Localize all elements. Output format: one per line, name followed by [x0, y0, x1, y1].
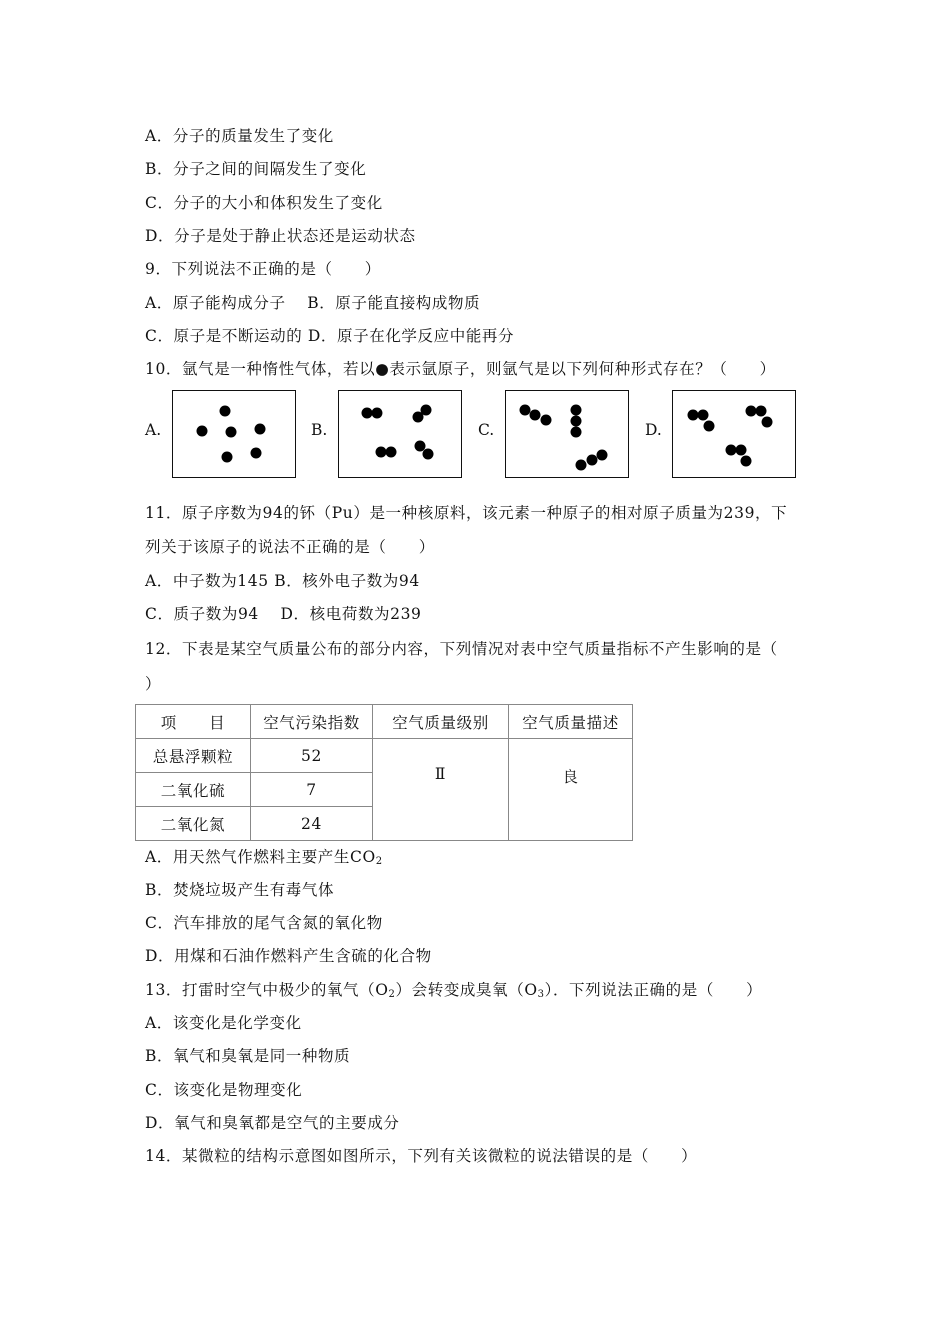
q10-box-d — [672, 390, 796, 478]
q11-stem-line2: 列关于该原子的说法不正确的是（ ） — [145, 538, 435, 556]
row-item: 二氧化氮 — [136, 807, 251, 841]
quality-description-cell: 良 — [509, 739, 633, 841]
q8-option-c: C．分子的大小和体积发生了变化 — [145, 194, 383, 212]
row-index: 52 — [251, 739, 373, 773]
q9-options-cd: C．原子是不断运动的 D．原子在化学反应中能再分 — [145, 327, 515, 345]
q11-options-cd: C．质子数为94 D．核电荷数为239 — [145, 605, 422, 623]
header-item: 项 目 — [136, 705, 251, 739]
q13-o3-subscript: 3 — [537, 989, 545, 1000]
q10-label-c: C. — [478, 421, 495, 439]
header-pollution-index: 空气污染指数 — [251, 705, 373, 739]
q13-stem — [145, 980, 762, 1005]
q13-option-b: B．氧气和臭氧是同一种物质 — [145, 1047, 351, 1065]
q12-option-d: D．用煤和石油作燃料产生含硫的化合物 — [145, 947, 432, 965]
q11-stem-line1: 11．原子序数为94的钚（Pu）是一种核原料，该元素一种原子的相对原子质量为239，下 — [145, 504, 788, 522]
triatomic-chains-diagram — [506, 391, 628, 477]
q9-options-ab: A．原子能构成分子 B．原子能直接构成物质 — [145, 294, 481, 312]
q13-option-a: A．该变化是化学变化 — [145, 1014, 302, 1032]
q9-stem: 9．下列说法不正确的是（ ） — [145, 260, 381, 278]
q12-stem-line1: 12．下表是某空气质量公布的部分内容，下列情况对表中空气质量指标不产生影响的是（ — [145, 640, 778, 658]
q12-option-a-text: A．用天然气作燃料主要产生CO — [145, 848, 376, 866]
quality-level-cell: Ⅱ — [373, 739, 509, 841]
table-header-row — [136, 705, 633, 739]
bent-triatomic-diagram — [673, 391, 795, 477]
row-index: 24 — [251, 807, 373, 841]
header-quality-level: 空气质量级别 — [373, 705, 509, 739]
air-quality-table — [135, 704, 633, 841]
q8-option-a: A．分子的质量发生了变化 — [145, 127, 334, 145]
q12-option-c: C．汽车排放的尾气含氮的氧化物 — [145, 914, 383, 932]
diatomic-pairs-diagram — [339, 391, 461, 477]
q12-option-b: B．焚烧垃圾产生有毒气体 — [145, 881, 335, 899]
q10-label-b: B. — [311, 421, 328, 439]
q13-stem-part1: 13．打雷时空气中极少的氧气（O — [145, 981, 389, 999]
q10-box-b — [338, 390, 462, 478]
row-item: 二氧化硫 — [136, 773, 251, 807]
q12-option-a — [145, 847, 383, 872]
q10-stem: 10．氩气是一种惰性气体，若以●表示氩原子，则氩气是以下列何种形式存在？（ ） — [145, 360, 776, 378]
q10-label-d: D. — [645, 421, 662, 439]
row-index: 7 — [251, 773, 373, 807]
q11-options-ab: A．中子数为145 B．核外电子数为94 — [145, 572, 420, 590]
argon-monatomic-diagram — [173, 391, 295, 477]
q10-box-c — [505, 390, 629, 478]
table-row — [136, 739, 633, 773]
q10-figure-row — [145, 390, 805, 482]
q8-option-b: B．分子之间的间隔发生了变化 — [145, 160, 367, 178]
q8-option-d: D．分子是处于静止状态还是运动状态 — [145, 227, 416, 245]
header-quality-description: 空气质量描述 — [509, 705, 633, 739]
row-item: 总悬浮颗粒 — [136, 739, 251, 773]
q14-stem: 14．某微粒的结构示意图如图所示，下列有关该微粒的说法错误的是（ ） — [145, 1147, 698, 1165]
q12-option-a-subscript: 2 — [375, 856, 383, 867]
q13-stem-part3: ）．下列说法正确的是（ ） — [544, 981, 763, 999]
q13-o2-subscript: 2 — [388, 989, 396, 1000]
q10-label-a: A. — [145, 421, 162, 439]
q10-box-a — [172, 390, 296, 478]
q13-option-d: D．氧气和臭氧都是空气的主要成分 — [145, 1114, 400, 1132]
q13-option-c: C．该变化是物理变化 — [145, 1081, 303, 1099]
q12-stem-line2: ） — [145, 675, 162, 693]
q13-stem-part2: ）会转变成臭氧（O — [395, 981, 538, 999]
